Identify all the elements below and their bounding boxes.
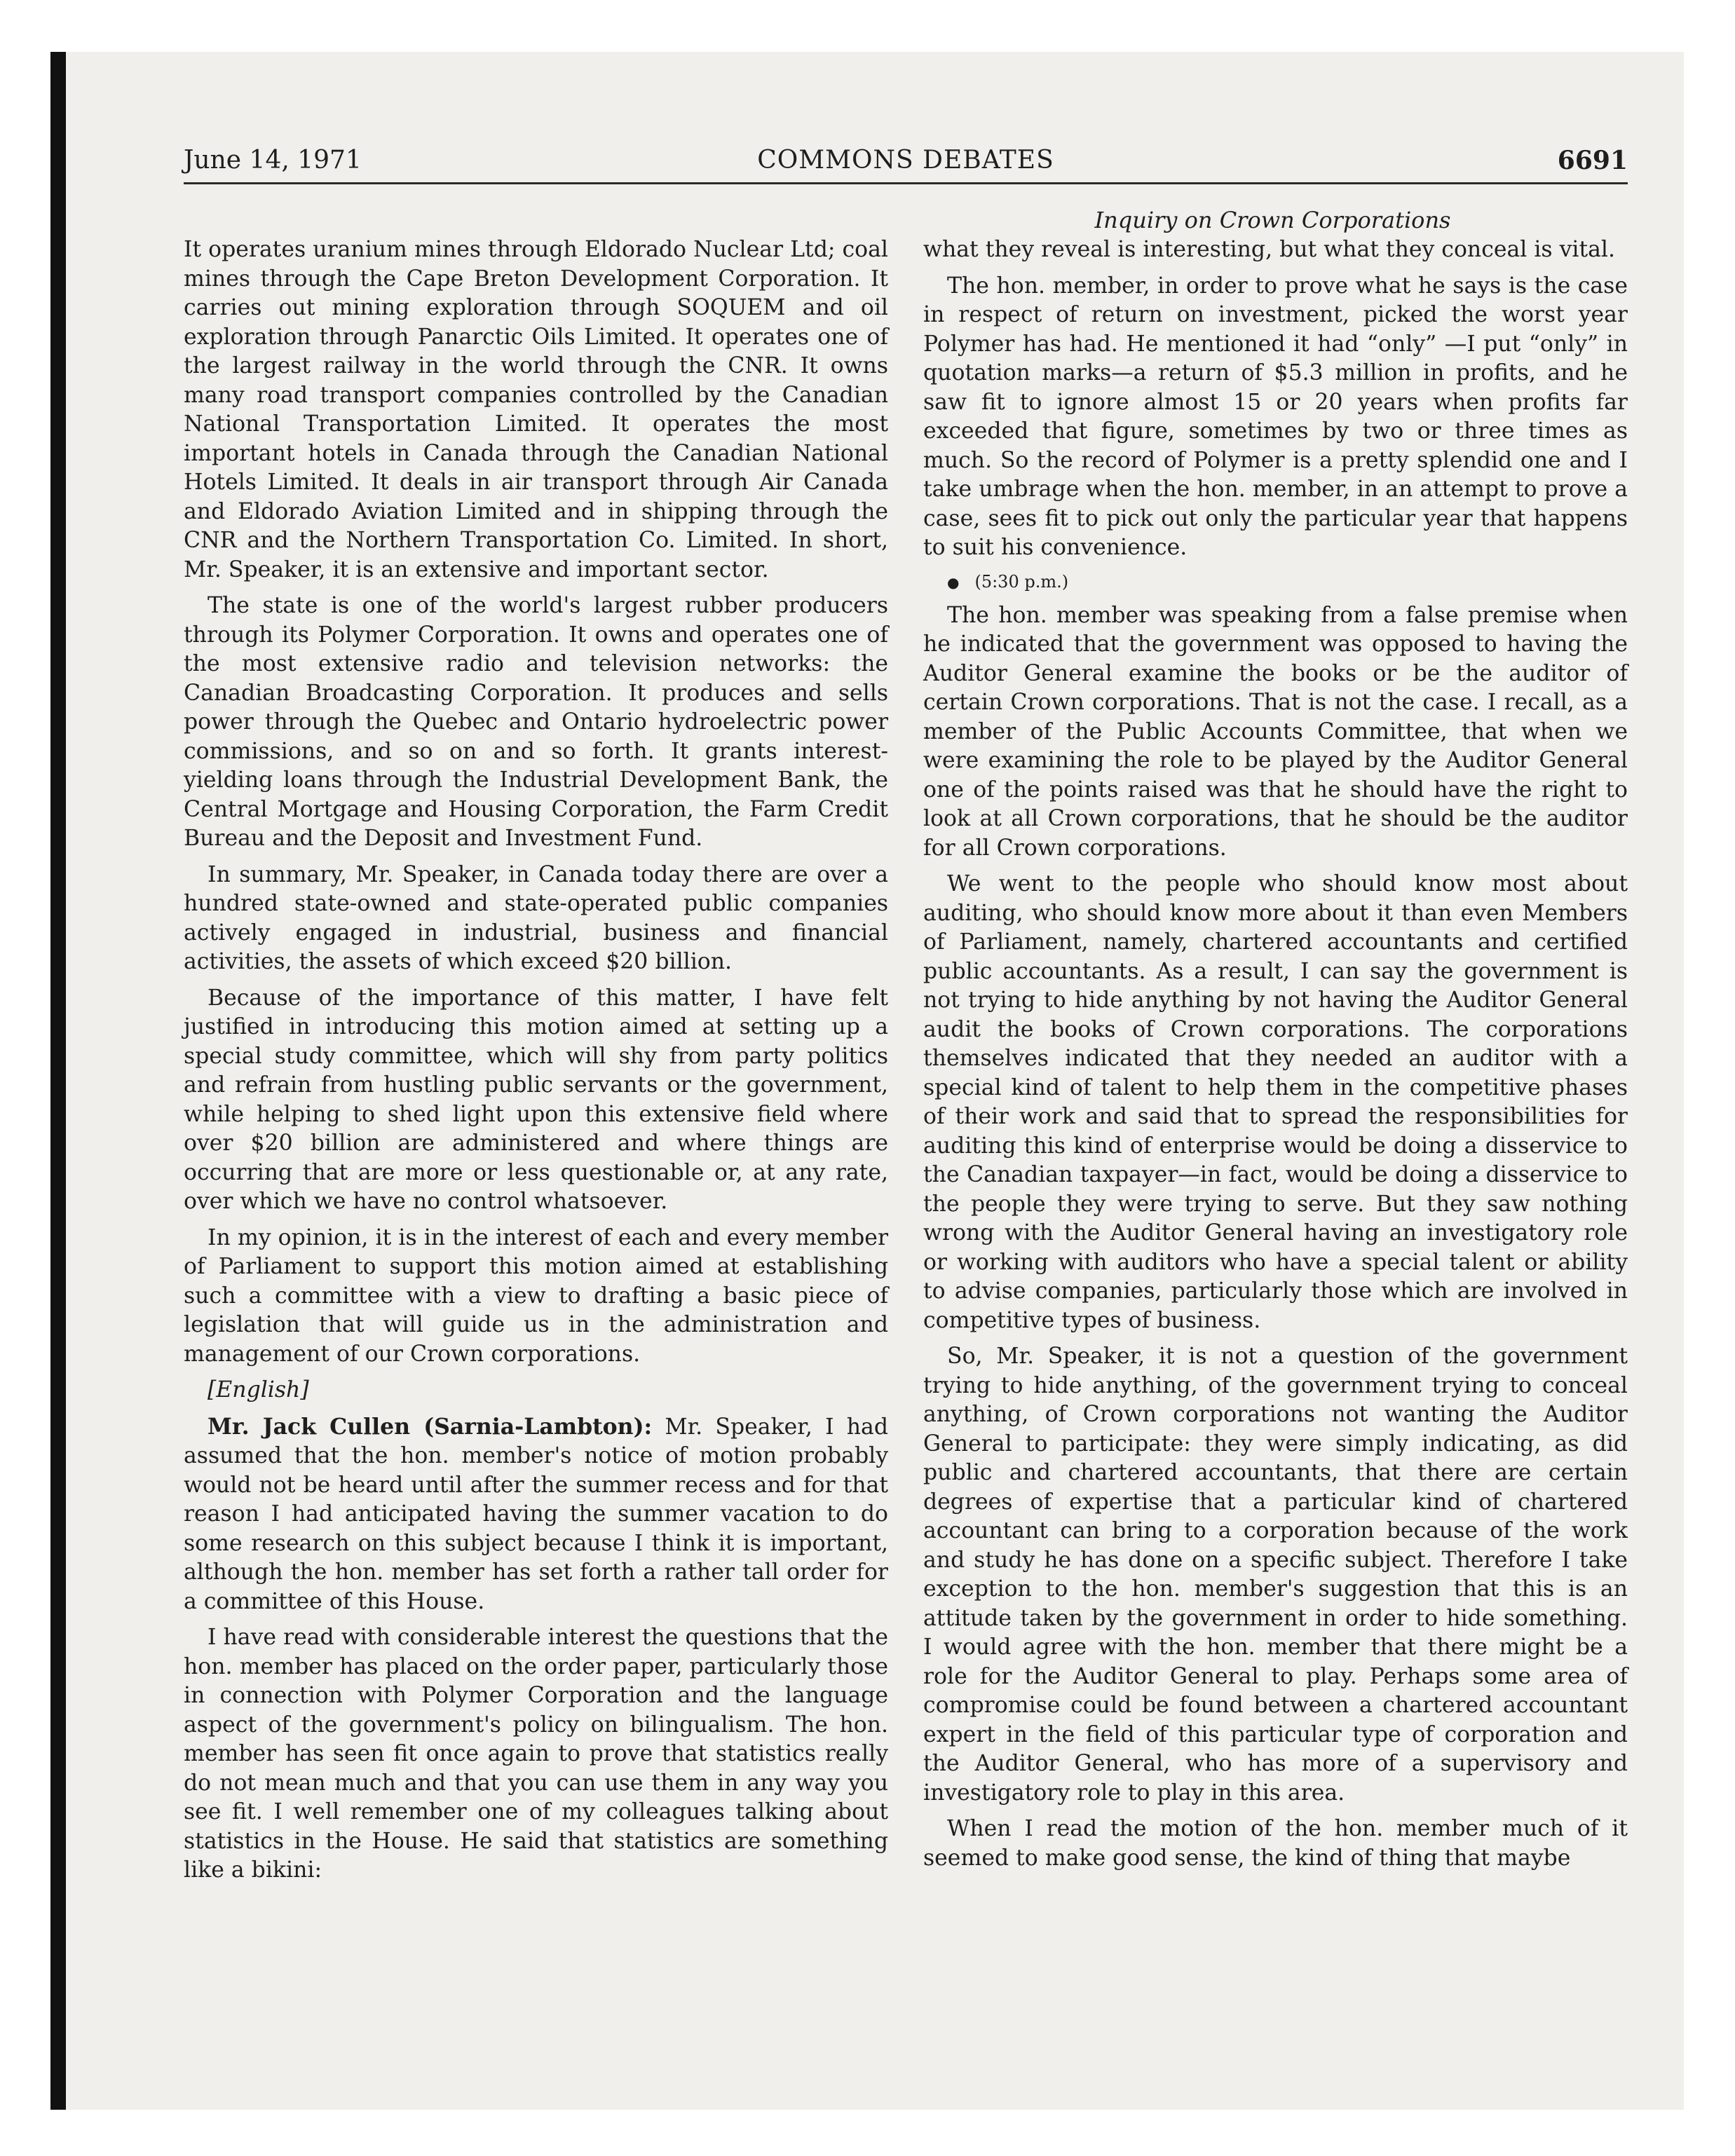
paragraph: We went to the people who should know most about auditing, who should know more about it than even Members of Parliament, namely, chartered accountants and certified public accountants. As a result, I can say the government is not trying to hide anything by not having the Auditor General audit the books of Crown corporations. The corporations themselves indicated that they needed an auditor with a special kind of talent to help them in the competitive phases of their work and said that to spread the responsibilities for auditing this kind of enterprise would be doing a disservice to the Canadian taxpayer—in fact, would be doing a disservice to the people they were trying to serve. But they saw nothing wrong with the Auditor General having an investigatory role or working with auditors who have a special talent or ability to advise companies, particularly those which are involved in competitive types of business.	[923, 871, 1628, 1333]
language-marker: [English]	[207, 1377, 309, 1403]
paragraph: So, Mr. Speaker, it is not a question of the government trying to hide anything, of the government trying to conceal anything, of Crown corporations not wanting the Auditor General to participate: they were simply indicating, as did public and chartered accountants, that there are certain degrees of expertise that a particular kind of chartered accountant can bring to a corporation because of the work and study he has done on a specific subject. Therefore I take exception to the hon. member's suggestion that this is an attitude taken by the government in order to hide something. I would agree with the hon. member that there might be a role for the Auditor General to play. Perhaps some area of compromise could be found between a chartered accountant expert in the field of this particular type of corporation and the Auditor General, who has more of a supervisory and investigatory role to play in this area.	[923, 1344, 1628, 1806]
page-number: 6691	[1557, 146, 1628, 175]
time-marker	[923, 570, 1628, 594]
speaker-name: Mr. Jack Cullen (Sarnia-Lambton):	[207, 1413, 653, 1440]
header-date: June 14, 1971	[184, 146, 362, 175]
right-column	[923, 236, 1628, 1880]
paragraph: The hon. member was speaking from a false premise when he indicated that the government was opposed to having the Auditor General examine the books or be the auditor of certain Crown corporations. That is not the case. I recall, as a member of the Public Accounts Committee, that when we were examining the role to be played by the Auditor General one of the points raised was that he should have the right to look at all Crown corporations, that he should be the auditor for all Crown corporations.	[923, 602, 1628, 861]
speech-paragraph	[184, 1412, 888, 1617]
paragraph: The hon. member, in order to prove what he says is the case in respect of return on investment, picked the worst year Polymer has had. He mentioned it had “only” —I put “only” in quotation marks—a return of $5.3 million in profits, and he saw fit to ignore almost 15 or 20 years when profits far exceeded that figure, sometimes by two or three times as much. So the record of Polymer is a pretty splendid one and I take umbrage when the hon. member, in an attempt to prove a case, sees fit to pick out only the particular year that happens to suit his convenience.	[923, 273, 1628, 560]
paragraph: When I read the motion of the hon. member much of it seemed to make good sense, the kind of thing that maybe	[923, 1816, 1628, 1871]
paragraph: I have read with considerable interest the questions that the hon. member has placed on the order paper, particularly those in connection with Polymer Corporation and the language aspect of the government's policy on bilingualism. The hon. member has seen fit once again to prove that statistics really do not mean much and that you can use them in any way you see fit. I well remember one of my colleagues talking about statistics in the House. He said that statistics are something like a bikini:	[184, 1625, 888, 1883]
left-column	[184, 236, 888, 1892]
paragraph: what they reveal is interesting, but what they conceal is vital.	[923, 237, 1616, 262]
paragraph: It operates uranium mines through Eldorado Nuclear Ltd; coal mines through the Cape Breton Development Corporation. It carries out mining exploration through SOQUEM and oil exploration through Panarctic Oils Limited. It operates one of the largest railway in the world through the CNR. It owns many road transport companies controlled by the Canadian National Transportation Limited. It operates the most important hotels in Canada through the Canadian National Hotels Limited. It deals in air transport through Air Canada and Eldorado Aviation Limited and in shipping through the CNR and the Northern Transportation Co. Limited. In short, Mr. Speaker, it is an extensive and important sector.	[184, 237, 888, 582]
section-title: Inquiry on Crown Corporations	[1094, 207, 1451, 233]
paragraph: In summary, Mr. Speaker, in Canada today there are over a hundred state-owned and state-operated public companies actively engaged in industrial, business and financial activities, the assets of which exceed $20 billion.	[184, 861, 888, 974]
bullet-icon: ●	[947, 573, 960, 591]
page-header	[184, 143, 1628, 184]
paragraph: In my opinion, it is in the interest of each and every member of Parliament to support this motion aimed at establishing such a committee with a view to drafting a basic piece of legislation that will guide us in the administration and management of our Crown corporations.	[184, 1224, 888, 1367]
paragraph: The state is one of the world's largest rubber producers through its Polymer Corporation. It owns and operates one of the most extensive radio and television networks: the Canadian Broadcasting Corporation. It produces and sells power through the Quebec and Ontario hydroelectric power commissions, and so on and so forth. It grants interest-yielding loans through the Industrial Development Bank, the Central Mortgage and Housing Corporation, the Farm Credit Bureau and the Deposit and Investment Fund.	[184, 593, 888, 851]
scanned-page	[50, 52, 1684, 2110]
document-page	[50, 52, 1684, 2110]
paragraph: Because of the importance of this matter, I have felt justified in introducing this motion aimed at setting up a special study committee, which will shy from party politics and refrain from hustling public servants or the government, while helping to shed light upon this extensive field where over $20 billion are administered and where things are occurring that are more or less questionable or, at any rate, over which we have no control whatsoever.	[184, 985, 888, 1214]
header-publication: COMMONS DEBATES	[757, 146, 1054, 175]
time-marker-text: (5:30 p.m.)	[974, 571, 1069, 592]
speech-text: Mr. Speaker, I had assumed that the hon. member's notice of motion probably would not be heard until after the summer recess and for that reason I had anticipated having the summer vacation to do some research on this subject because I think it is important, although the hon. member has set forth a rather tall order for a committee of this House.	[184, 1414, 888, 1614]
